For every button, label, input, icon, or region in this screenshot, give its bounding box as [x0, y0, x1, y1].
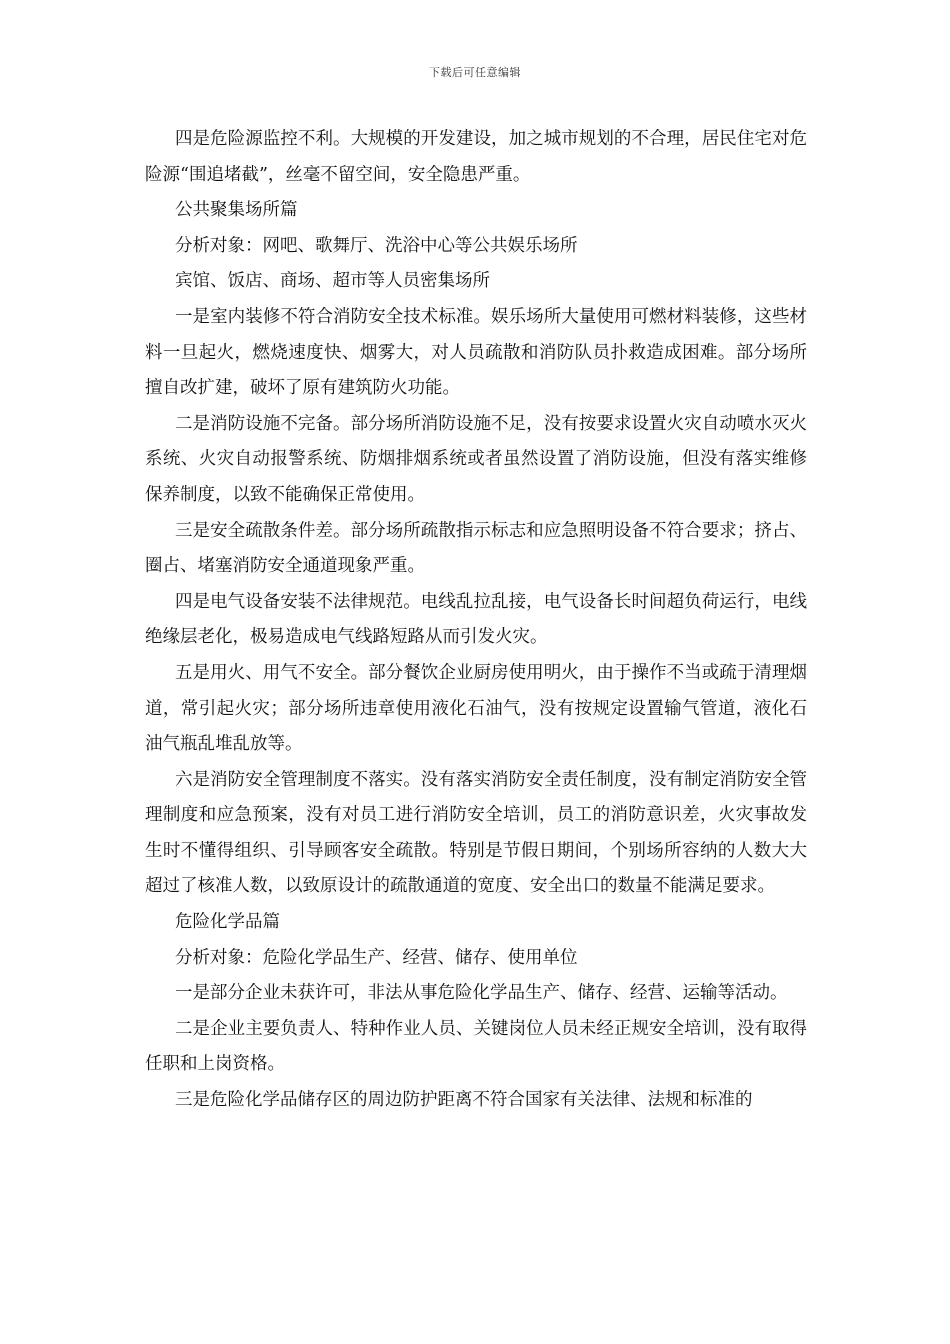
- paragraph: 宾馆、饭店、商场、超市等人员密集场所: [175, 271, 490, 292]
- paragraph: 四是电气设备安装不法律规范。电线乱拉乱接，电气设备长时间超负荷运行，电线绝缘层老化，极易造成电气线路短路从而引发火灾。: [145, 591, 807, 648]
- paragraph: 分析对象：网吧、歌舞厅、洗浴中心等公共娱乐场所: [175, 235, 578, 256]
- section-heading: 危险化学品篇: [175, 912, 280, 933]
- paragraph: 分析对象：危险化学品生产、经营、储存、使用单位: [175, 947, 578, 968]
- page-header: 下载后可任意编辑: [429, 66, 521, 79]
- paragraph: 三是危险化学品储存区的周边防护距离不符合国家有关法律、法规和标准的: [175, 1090, 753, 1111]
- paragraph: 一是室内装修不符合消防安全技术标准。娱乐场所大量使用可燃材料装修，这些材料一旦起火，燃烧速度快、烟雾大，对人员疏散和消防队员扑救造成困难。部分场所擅自改扩建，破坏了原有建筑防火功能。: [145, 306, 807, 399]
- paragraph: 五是用火、用气不安全。部分餐饮企业厨房使用明火，由于操作不当或疏于清理烟道，常引起火灾；部分场所违章使用液化石油气，没有按规定设置输气管道，液化石油气瓶乱堆乱放等。: [145, 662, 807, 755]
- section-heading: 公共聚集场所篇: [175, 200, 298, 221]
- paragraph: 三是安全疏散条件差。部分场所疏散指示标志和应急照明设备不符合要求；挤占、圈占、堵塞消防安全通道现象严重。: [145, 520, 807, 577]
- paragraph: 二是消防设施不完备。部分场所消防设施不足，没有按要求设置火灾自动喷水灭火系统、火灾自动报警系统、防烟排烟系统或者虽然设置了消防设施，但没有落实维修保养制度，以致不能确保正常使用。: [145, 413, 807, 505]
- paragraph: 四是危险源监控不利。大规模的开发建设，加之城市规划的不合理，居民住宅对危险源“围追堵截”，丝毫不留空间，安全隐患严重。: [145, 129, 807, 185]
- paragraph: 六是消防安全管理制度不落实。没有落实消防安全责任制度，没有制定消防安全管理制度和应急预案，没有对员工进行消防安全培训，员工的消防意识差，火灾事故发生时不懂得组织、引导顾客安全疏散。特别是节假日期间，个别场所容纳的人数大大超过了核准人数，以致原设计的疏散通道的宽度、安全出口的数量不能满足要求。: [145, 769, 807, 897]
- paragraph: 一是部分企业未获许可，非法从事危险化学品生产、储存、经营、运输等活动。: [175, 983, 788, 1004]
- document-body: [145, 122, 807, 1119]
- paragraph: 二是企业主要负责人、特种作业人员、关键岗位人员未经正规安全培训，没有取得任职和上岗资格。: [145, 1018, 807, 1075]
